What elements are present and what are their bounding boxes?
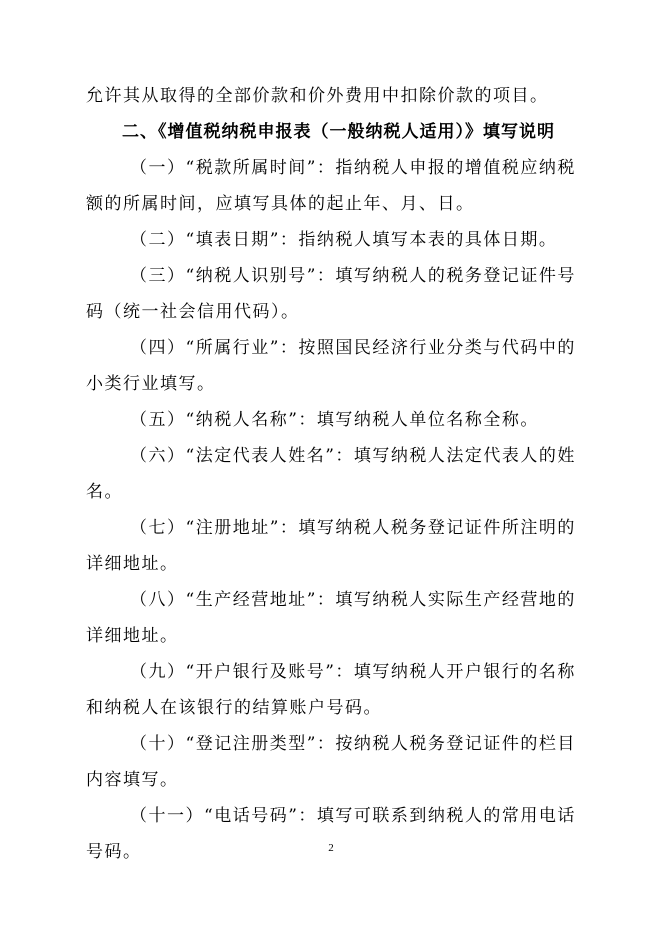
item-paragraph: （一）“税款所属时间”：指纳税人申报的增值税应纳税额的所属时间，应填写具体的起止年、月、日。	[86, 158, 576, 214]
continuation-paragraph: 允许其从取得的全部价款和价外费用中扣除价款的项目。	[86, 86, 549, 106]
item-paragraph: （四）“所属行业”：按照国民经济行业分类与代码中的小类行业填写。	[86, 338, 576, 394]
item-paragraph: （五）“纳税人名称”：填写纳税人单位名称全称。	[130, 410, 539, 430]
item-paragraph: （十一）“电话号码”：填写可联系到纳税人的常用电话号码。	[86, 806, 576, 862]
page-number: 2	[328, 842, 334, 854]
item-paragraph: （二）“填表日期”：指纳税人填写本表的具体日期。	[130, 230, 558, 250]
item-paragraph: （七）“注册地址”：填写纳税人税务登记证件所注明的详细地址。	[86, 518, 576, 574]
item-paragraph: （六）“法定代表人姓名”：填写纳税人法定代表人的姓名。	[86, 446, 576, 502]
item-paragraph: （九）“开户银行及账号”：填写纳税人开户银行的名称和纳税人在该银行的结算账户号码。	[86, 662, 576, 718]
item-paragraph: （八）“生产经营地址”：填写纳税人实际生产经营地的详细地址。	[86, 590, 576, 646]
section-heading: 二、《增值税纳税申报表（一般纳税人适用）》填写说明	[122, 122, 555, 142]
item-paragraph: （十）“登记注册类型”：按纳税人税务登记证件的栏目内容填写。	[86, 734, 576, 790]
item-paragraph: （三）“纳税人识别号”：填写纳税人的税务登记证件号码（统一社会信用代码）。	[86, 266, 576, 322]
